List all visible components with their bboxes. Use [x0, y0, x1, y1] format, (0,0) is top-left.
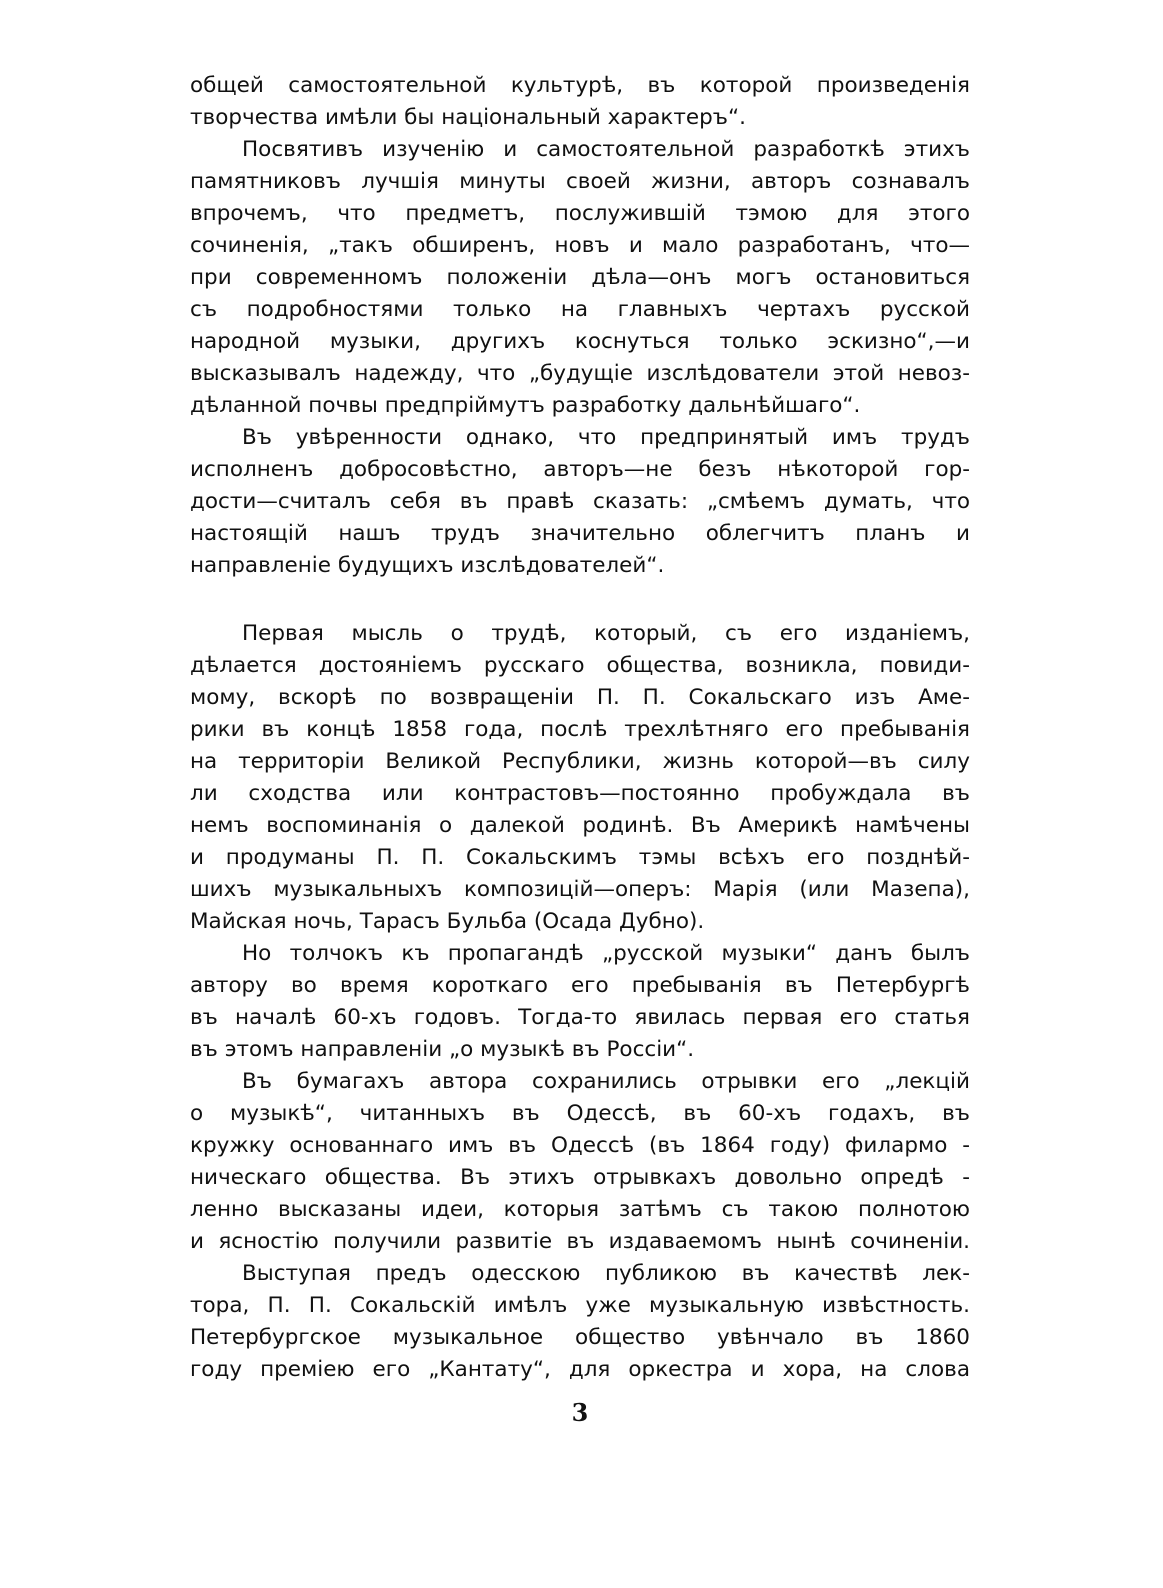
text-line: при современномъ положеніи дѣла—онъ могъ остановиться [190, 265, 970, 290]
text-line: памятниковъ лучшія минуты своей жизни, авторъ сознавалъ [190, 169, 970, 194]
text-line: высказывалъ надежду, что „будущіе изслѣдователи этой невоз- [190, 361, 970, 386]
paragraph [190, 1258, 970, 1386]
paragraph [190, 422, 970, 582]
text-line: тора, П. П. Сокальскій имѣлъ уже музыкальную извѣстность. [190, 1293, 970, 1318]
text-line: ленно высказаны идеи, которыя затѣмъ съ такою полнотою [190, 1197, 970, 1222]
text-line: и ясностію получили развитіе въ издаваемомъ нынѣ сочиненіи. [190, 1229, 970, 1254]
text-line: творчества имѣли бы національный характеръ“. [190, 105, 746, 130]
text-line: году преміею его „Кантату“, для оркестра и хора, на слова [190, 1357, 970, 1382]
text-line: впрочемъ, что предметъ, послужившій тэмою для этого [190, 201, 970, 226]
page-number: 3 [571, 1398, 589, 1427]
text-line: автору во время короткаго его пребыванія въ Петербургѣ [190, 973, 970, 998]
text-line: кружку основаннаго имъ въ Одессѣ (въ 1864 году) филармо - [190, 1133, 970, 1158]
paragraph [190, 70, 970, 134]
text-block-lower [190, 618, 970, 1386]
text-line: Но толчокъ къ пропагандѣ „русской музыки“ данъ былъ [242, 941, 970, 966]
text-line: въ этомъ направленіи „о музыкѣ въ Россіи“. [190, 1037, 695, 1062]
text-line: въ началѣ 60-хъ годовъ. Тогда-то явилась первая его статья [190, 1005, 970, 1030]
text-line: Майская ночь, Тарасъ Бульба (Осада Дубно). [190, 909, 705, 934]
text-line: направленіе будущихъ изслѣдователей“. [190, 553, 665, 578]
text-line: шихъ музыкальныхъ композицій—оперъ: Марія (или Мазепа), [190, 877, 970, 902]
text-line: Въ бумагахъ автора сохранились отрывки его „лекцій [242, 1069, 970, 1094]
text-line: и продуманы П. П. Сокальскимъ тэмы всѣхъ его позднѣй- [190, 845, 970, 870]
text-line: народной музыки, другихъ коснуться только эскизно“,—и [190, 329, 970, 354]
text-line: съ подробностями только на главныхъ чертахъ русской [190, 297, 970, 322]
text-line: дѣлается достояніемъ русскаго общества, возникла, повиди- [190, 653, 970, 678]
text-line: дѣланной почвы предпріймутъ разработку дальнѣйшаго“. [190, 393, 861, 418]
text-line: Выступая предъ одесскою публикою въ качествѣ лек- [242, 1261, 970, 1286]
text-line: Первая мысль о трудѣ, который, съ его изданіемъ, [242, 621, 970, 646]
text-line: Въ увѣренности однако, что предпринятый имъ трудъ [242, 425, 970, 450]
text-line: ли сходства или контрастовъ—постоянно пробуждала въ [190, 781, 970, 806]
text-line: ническаго общества. Въ этихъ отрывкахъ довольно опредѣ - [190, 1165, 970, 1190]
text-line: общей самостоятельной культурѣ, въ которой произведенія [190, 73, 970, 98]
text-line: на территоріи Великой Республики, жизнь которой—въ силу [190, 749, 970, 774]
paragraph [190, 134, 970, 422]
text-line: дости—считалъ себя въ правѣ сказать: „смѣемъ думать, что [190, 489, 970, 514]
text-line: мому, вскорѣ по возвращеніи П. П. Сокальскаго изъ Аме- [190, 685, 970, 710]
text-line: исполненъ добросовѣстно, авторъ—не безъ нѣкоторой гор- [190, 457, 970, 482]
text-line: немъ воспоминанія о далекой родинѣ. Въ Америкѣ намѣчены [190, 813, 970, 838]
text-line: настоящій нашъ трудъ значительно облегчитъ планъ и [190, 521, 970, 546]
text-line: Петербургское музыкальное общество увѣнчало въ 1860 [190, 1325, 970, 1350]
paragraph [190, 618, 970, 938]
paragraph [190, 938, 970, 1066]
text-line: о музыкѣ“, читанныхъ въ Одессѣ, въ 60-хъ годахъ, въ [190, 1101, 970, 1126]
text-line: Посвятивъ изученію и самостоятельной разработкѣ этихъ [242, 137, 970, 162]
paragraph [190, 1066, 970, 1258]
text-line: рики въ концѣ 1858 года, послѣ трехлѣтняго его пребыванія [190, 717, 970, 742]
text-block-upper [190, 70, 970, 582]
text-line: сочиненія, „такъ обширенъ, новъ и мало разработанъ, что— [190, 233, 970, 258]
